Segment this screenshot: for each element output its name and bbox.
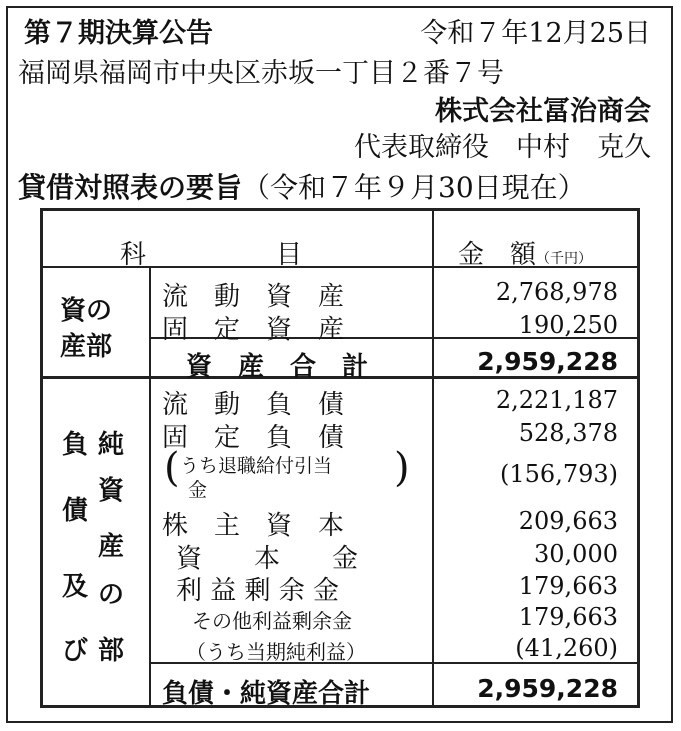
liability-label: 固 定 負 債	[162, 423, 345, 453]
equity-label: 利 益 剰 余 金	[176, 576, 340, 606]
liability-value: 2,221,187	[495, 386, 618, 414]
assets-total-label: 資 産 合 計	[186, 352, 369, 382]
equity-value: 179,663	[518, 603, 618, 631]
equity-value: (41,260)	[515, 634, 618, 662]
liab-group-char: 負	[62, 430, 89, 460]
liab-group-char: び	[62, 636, 89, 666]
retirement-label-line2: 金	[188, 479, 208, 501]
open-paren: (	[164, 445, 180, 491]
bs-title-text: 貸借対照表の要旨	[18, 171, 243, 204]
equity-value: 179,663	[518, 572, 618, 600]
notice-title: 第７期決算公告	[24, 18, 213, 49]
liab-group-char: 債	[62, 496, 89, 526]
asset-label: 流 動 資 産	[162, 282, 345, 312]
retirement-value: (156,793)	[500, 460, 618, 488]
assets-group-line2: 産部	[60, 332, 113, 362]
header-amount: 金 額	[458, 240, 537, 270]
asset-value: 190,250	[518, 311, 618, 339]
close-paren: )	[394, 445, 410, 491]
equity-label: 資 本 金	[176, 544, 359, 574]
equity-label: その他利益剰余金	[192, 609, 352, 633]
header-amount-cell	[458, 234, 592, 271]
assets-total-value: 2,959,228	[477, 347, 618, 376]
grand-total-value: 2,959,228	[477, 674, 618, 703]
representative: 代表取締役 中村 克久	[354, 132, 651, 163]
header-unit: （千円）	[536, 251, 593, 267]
liability-value: 528,378	[518, 419, 618, 447]
liab-group-char: 産	[98, 532, 125, 562]
equity-label: （うち当期純利益）	[186, 640, 366, 664]
retirement-label-line1: うち退職給付引当	[180, 455, 333, 477]
asset-value: 2,768,978	[495, 278, 618, 306]
bs-period: （令和７年９月30日現在）	[242, 171, 586, 204]
asset-label: 固 定 資 産	[162, 315, 345, 345]
company-address: 福岡県福岡市中央区赤坂一丁目２番７号	[18, 58, 504, 89]
liab-group-char: 純	[98, 430, 125, 460]
liab-group-char: 資	[98, 476, 125, 506]
liab-group-char: 及	[62, 572, 89, 602]
liability-label: 流 動 負 債	[162, 390, 345, 420]
company-name: 株式会社冨治商会	[435, 96, 651, 127]
liab-group-char: 部	[98, 636, 125, 666]
equity-value: 209,663	[518, 507, 618, 535]
notice-date: 令和７年12月25日	[420, 18, 651, 49]
grand-total-label: 負債・純資産合計	[162, 679, 371, 709]
balance-sheet-title	[18, 171, 586, 204]
equity-value: 30,000	[534, 540, 618, 568]
liab-group-char: の	[98, 580, 125, 610]
equity-label: 株 主 資 本	[162, 511, 345, 541]
header-account: 科 目	[120, 240, 303, 270]
group-column-divider	[149, 268, 151, 706]
assets-group-line1: 資の	[60, 296, 113, 326]
